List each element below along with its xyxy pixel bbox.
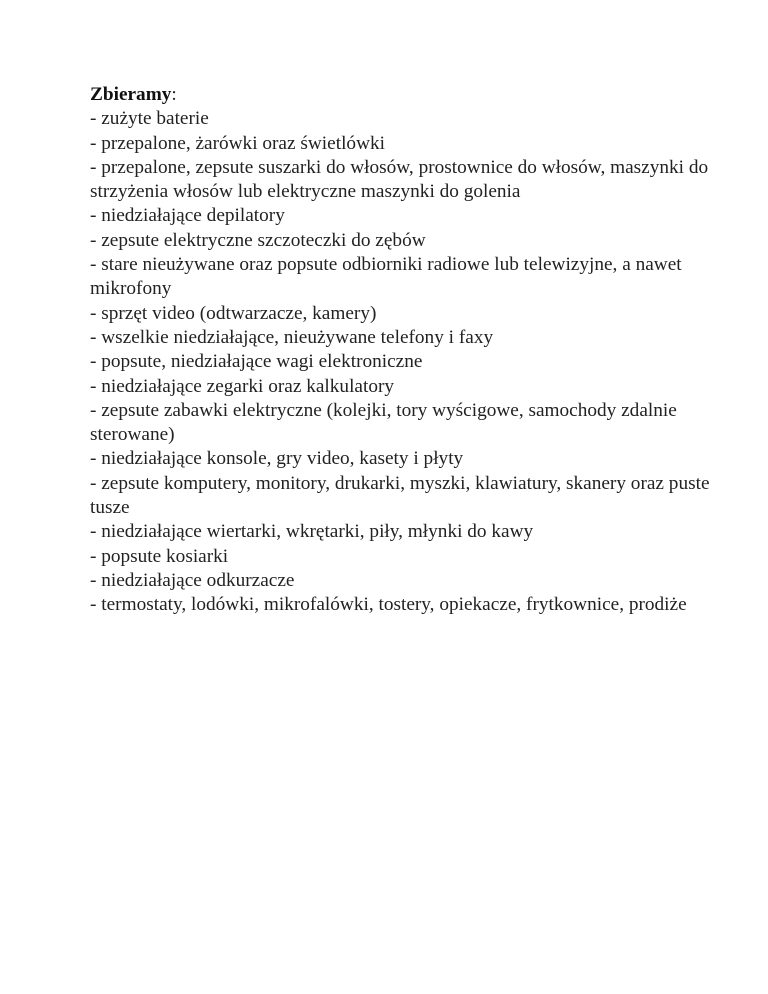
list-item: - niedziałające zegarki oraz kalkulatory — [90, 375, 395, 397]
document-body — [90, 83, 710, 618]
list-item: - niedziałające konsole, gry video, kasety i płyty — [90, 448, 464, 470]
list-item: - popsute, niedziałające wagi elektroniczne — [90, 351, 423, 373]
list-item: - zepsute zabawki elektryczne (kolejki, tory wyścigowe, samochody zdalnie sterowane) — [90, 399, 677, 446]
list-item: - termostaty, lodówki, mikrofalówki, tostery, opiekacze, frytkownice, prodiże — [90, 594, 687, 616]
heading-line — [90, 83, 710, 107]
heading-colon: : — [171, 84, 177, 105]
list-item: - niedziałające wiertarki, wkrętarki, piły, młynki do kawy — [90, 521, 534, 543]
list-item: - sprzęt video (odtwarzacze, kamery) — [90, 302, 377, 324]
list-item: - niedziałające odkurzacze — [90, 569, 295, 591]
list-item: - przepalone, zepsute suszarki do włosów, prostownice do włosów, maszynki do strzyżenia włosów lub elektryczne maszynki do golenia — [90, 156, 709, 203]
list-item: - zużyte baterie — [90, 108, 209, 130]
list-item: - popsute kosiarki — [90, 545, 229, 567]
list-item: - przepalone, żarówki oraz świetlówki — [90, 132, 385, 154]
list-item: - stare nieużywane oraz popsute odbiorniki radiowe lub telewizyjne, a nawet mikrofony — [90, 254, 682, 300]
list-item: - niedziałające depilatory — [90, 205, 285, 227]
list-item: - zepsute komputery, monitory, drukarki, myszki, klawiatury, skanery oraz puste tusze — [90, 472, 710, 519]
list-item: - wszelkie niedziałające, nieużywane telefony i faxy — [90, 326, 494, 348]
heading: Zbieramy — [90, 84, 172, 105]
list-item: - zepsute elektryczne szczoteczki do zębów — [90, 229, 426, 251]
